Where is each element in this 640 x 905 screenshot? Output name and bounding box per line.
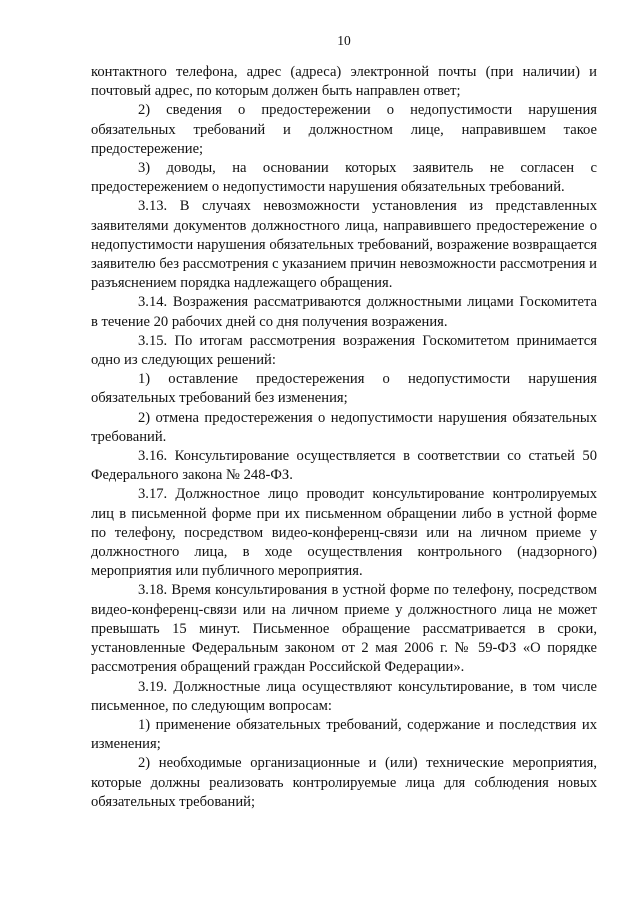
paragraph: 3) доводы, на основании которых заявитель не согласен с предостережением о недопустимости нарушения обязательных требований. bbox=[91, 160, 597, 196]
paragraph: 3.16. Консультирование осуществляется в соответствии со статьей 50 Федерального закона № 248-ФЗ. bbox=[91, 448, 597, 484]
paragraph: 2) сведения о предостережении о недопустимости нарушения обязательных требований и должностном лице, направившем такое предостережение; bbox=[91, 102, 597, 157]
paragraph: 3.15. По итогам рассмотрения возражения Госкомитетом принимается одно из следующих решений: bbox=[91, 332, 597, 369]
document-body bbox=[91, 63, 597, 812]
paragraph: 3.18. Время консультирования в устной форме по телефону, посредством видео-конференц-связи или на личном приеме у должностного лица не может превышать 15 минут. Письменное обращение рассматривается в сроки, установленные Федеральным законом от 2 мая 2006 г. № 59-ФЗ «О порядке рассмотрения обращений граждан Российской Федерации». bbox=[91, 582, 597, 676]
paragraph: 1) применение обязательных требований, содержание и последствия их изменения; bbox=[91, 716, 597, 753]
paragraph: 3.14. Возражения рассматриваются должностными лицами Госкомитета в течение 20 рабочих дней со дня получения возражения. bbox=[91, 294, 597, 330]
paragraph: 3.13. В случаях невозможности установления из представленных заявителями документов должностного лица, направившего предостережение о недопустимости нарушения обязательных требований, возражение возвращается заявителю без рассмотрения с указанием причин невозможности рассмотрения и разъяснением порядка надлежащего обращения. bbox=[91, 198, 597, 292]
paragraph: 3.17. Должностное лицо проводит консультирование контролируемых лиц в письменной форме при их письменном обращении либо в устной форме по телефону, посредством видео-конференц-связи или на личном приеме у должностного лица, в ходе осуществления контрольного (надзорного) мероприятия или публичного мероприятия. bbox=[91, 486, 597, 580]
paragraph: 2) отмена предостережения о недопустимости нарушения обязательных требований. bbox=[91, 409, 597, 445]
paragraph: 2) необходимые организационные и (или) технические мероприятия, которые должны реализовать контролируемые лица для соблюдения новых обязательных требований; bbox=[91, 755, 597, 810]
page-number: 10 bbox=[337, 33, 351, 48]
paragraph: 1) оставление предостережения о недопустимости нарушения обязательных требований без изменения; bbox=[91, 371, 597, 407]
paragraph: 3.19. Должностные лица осуществляют консультирование, в том числе письменное, по следующим вопросам: bbox=[91, 678, 597, 714]
paragraph: контактного телефона, адрес (адреса) электронной почты (при наличии) и почтовый адрес, по которым должен быть направлен ответ; bbox=[91, 64, 597, 100]
